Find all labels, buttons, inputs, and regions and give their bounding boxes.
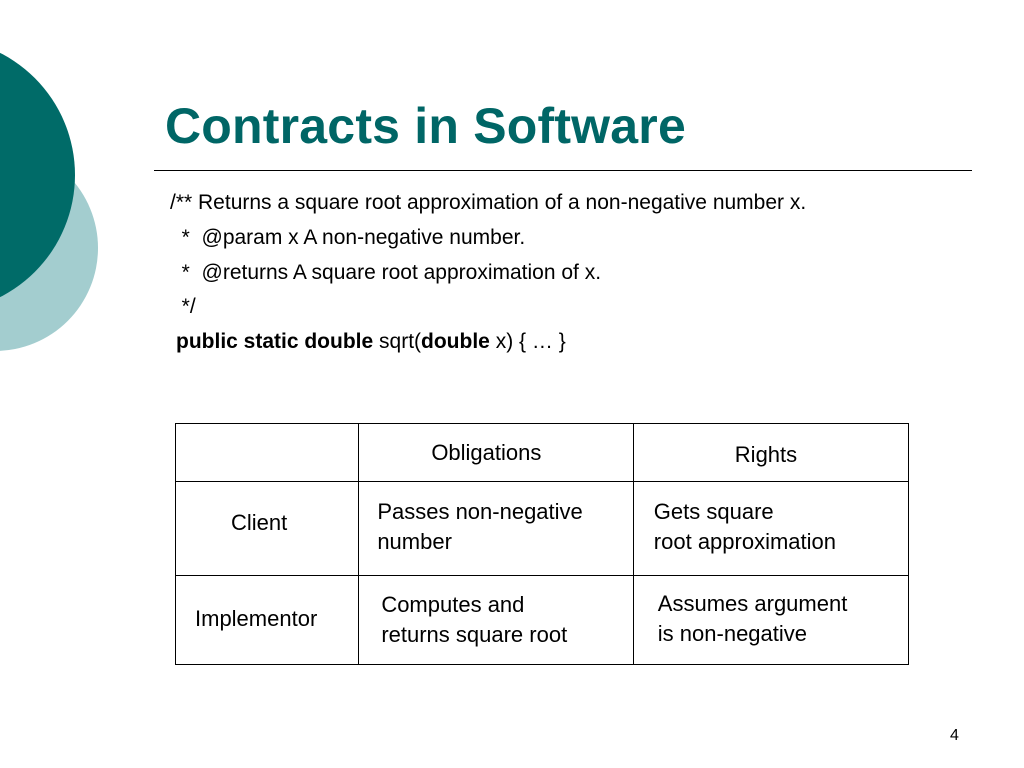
obligations-cell (359, 482, 633, 575)
table-row (176, 482, 909, 575)
role-implementor: Implementor (195, 605, 318, 631)
code-comment-line-1: /** Returns a square root approximation of a non-negative number x. (170, 191, 807, 214)
header-rights-cell (633, 424, 908, 482)
role-client: Client (231, 510, 288, 536)
client-obligations: Passes non-negative number (377, 499, 583, 555)
header-obligations-cell (359, 424, 633, 482)
client-rights: Gets square root approximation (653, 499, 837, 555)
table-header-row (176, 424, 909, 482)
header-obligations: Obligations (431, 440, 542, 465)
code-block (170, 188, 806, 362)
signature-modifiers: public static double (176, 330, 374, 354)
slide-title: Contracts in Software (165, 98, 686, 154)
contract-table (175, 423, 909, 665)
role-cell (176, 575, 359, 664)
implementor-obligations: Computes and returns square root (381, 591, 568, 647)
role-cell (176, 482, 359, 575)
code-comment-line-3: * @returns A square root approximation of x. (170, 260, 602, 284)
page-number: 4 (950, 727, 959, 744)
obligations-cell (359, 575, 633, 664)
signature-param-rest: x) { … } (489, 330, 566, 354)
implementor-rights: Assumes argument is non-negative (657, 590, 848, 646)
method-signature (170, 327, 806, 362)
code-comment-line-4: */ (170, 295, 196, 319)
code-comment-line-2: * @param x A non-negative number. (170, 225, 526, 249)
table-row (176, 575, 909, 664)
signature-method-name: sqrt( (373, 330, 422, 354)
header-empty-cell (176, 424, 359, 482)
rights-cell (633, 575, 908, 664)
title-divider (154, 170, 972, 171)
decorative-circles (0, 0, 110, 410)
signature-param-type: double (421, 330, 490, 354)
rights-cell (633, 482, 908, 575)
header-rights: Rights (734, 442, 798, 467)
